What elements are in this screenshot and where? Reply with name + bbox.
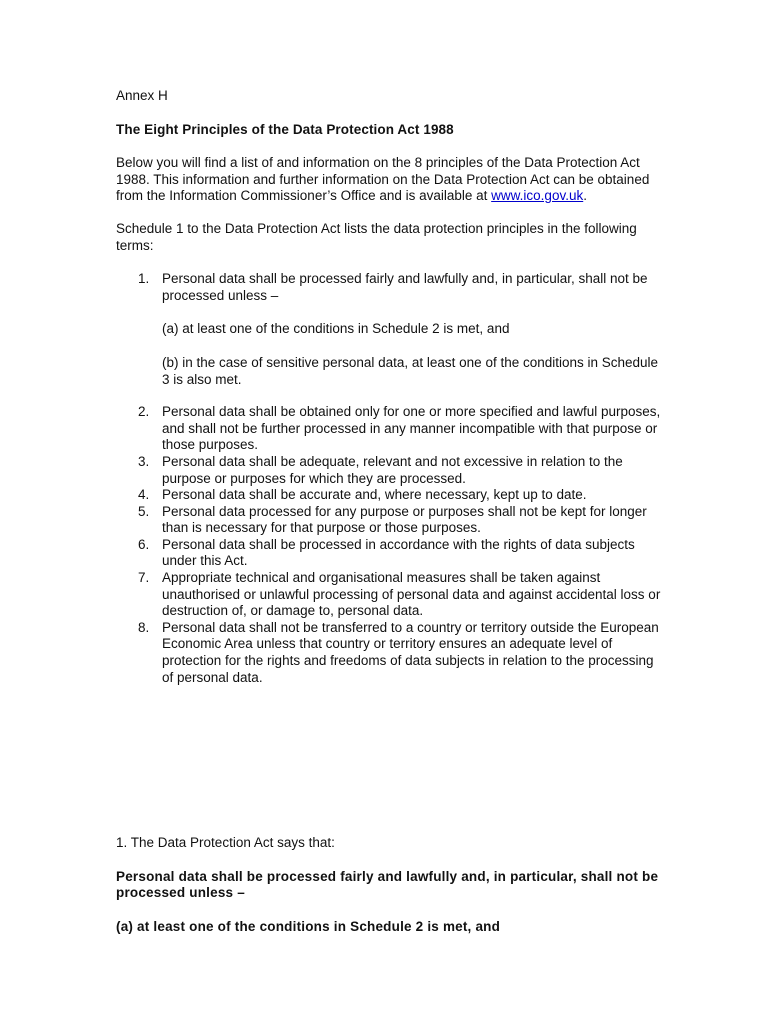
principle-text: Personal data shall be accurate and, where necessary, kept up to date. xyxy=(162,487,587,503)
principle-number: 5. xyxy=(138,503,150,519)
principle-condition-a: (a) at least one of the conditions in Schedule 2 is met, and xyxy=(162,321,510,337)
principle-item xyxy=(116,404,661,454)
principle-number: 6. xyxy=(138,536,150,552)
principle-item xyxy=(116,271,661,388)
document-title: The Eight Principles of the Data Protection Act 1988 xyxy=(116,121,454,137)
ico-website-link[interactable]: www.ico.gov.uk xyxy=(491,188,584,204)
section-one-detail xyxy=(116,835,661,935)
principle-item xyxy=(116,454,661,487)
principle-item xyxy=(116,620,661,686)
principle-condition-b: (b) in the case of sensitive personal data, at least one of the conditions in Schedule 3 is also met. xyxy=(162,354,659,387)
principle-number: 3. xyxy=(138,453,150,469)
section-heading: 1. The Data Protection Act says that: xyxy=(116,835,335,850)
principle-text: Appropriate technical and organisational measures shall be taken against unauthorised or unlawful processing of personal data and against accidental loss or destruction of, or damage to, personal data. xyxy=(162,570,661,619)
principle-text: Personal data shall be processed in accordance with the rights of data subjects under this Act. xyxy=(162,536,635,569)
principle-text: Personal data processed for any purpose or purposes shall not be kept for longer than is necessary for that purpose or those purposes. xyxy=(162,503,647,536)
principle-text: Personal data shall be processed fairly and lawfully and, in particular, shall not be processed unless – xyxy=(162,271,648,303)
intro-paragraph xyxy=(116,155,661,205)
section-bold-text: Personal data shall be processed fairly and lawfully and, in particular, shall not be processed unless – xyxy=(116,868,659,901)
principle-number: 1. xyxy=(138,271,150,287)
annex-label: Annex H xyxy=(116,88,168,103)
principle-item xyxy=(116,504,661,537)
intro-text: Below you will find a list of and information on the 8 principles of the Data Protection Act 1988. This information and further information on the Data Protection Act can be obtained from the Information Commissioner’s Office and is available at xyxy=(116,155,650,204)
section-bold-condition-a: (a) at least one of the conditions in Schedule 2 is met, and xyxy=(116,918,501,934)
principle-number: 2. xyxy=(138,404,150,420)
principle-text: Personal data shall be adequate, relevant and not excessive in relation to the purpose or purposes for which they are processed. xyxy=(162,453,623,486)
principle-item xyxy=(116,570,661,620)
principle-item xyxy=(116,537,661,570)
schedule-paragraph: Schedule 1 to the Data Protection Act lists the data protection principles in the following terms: xyxy=(116,220,637,253)
principle-item xyxy=(116,487,661,504)
principle-number: 8. xyxy=(138,619,150,635)
principle-text: Personal data shall not be transferred to a country or territory outside the European Economic Area unless that country or territory ensures an adequate level of protection for the rights and freedoms of data subjects in relation to the processing of personal data. xyxy=(162,619,659,685)
principle-text: Personal data shall be obtained only for one or more specified and lawful purposes, and shall not be further processed in any manner incompatible with that purpose or those purposes. xyxy=(162,404,661,453)
intro-end: . xyxy=(583,188,587,204)
document-body xyxy=(116,88,661,686)
principle-number: 7. xyxy=(138,570,150,586)
principles-list xyxy=(116,271,661,686)
principle-number: 4. xyxy=(138,487,150,503)
